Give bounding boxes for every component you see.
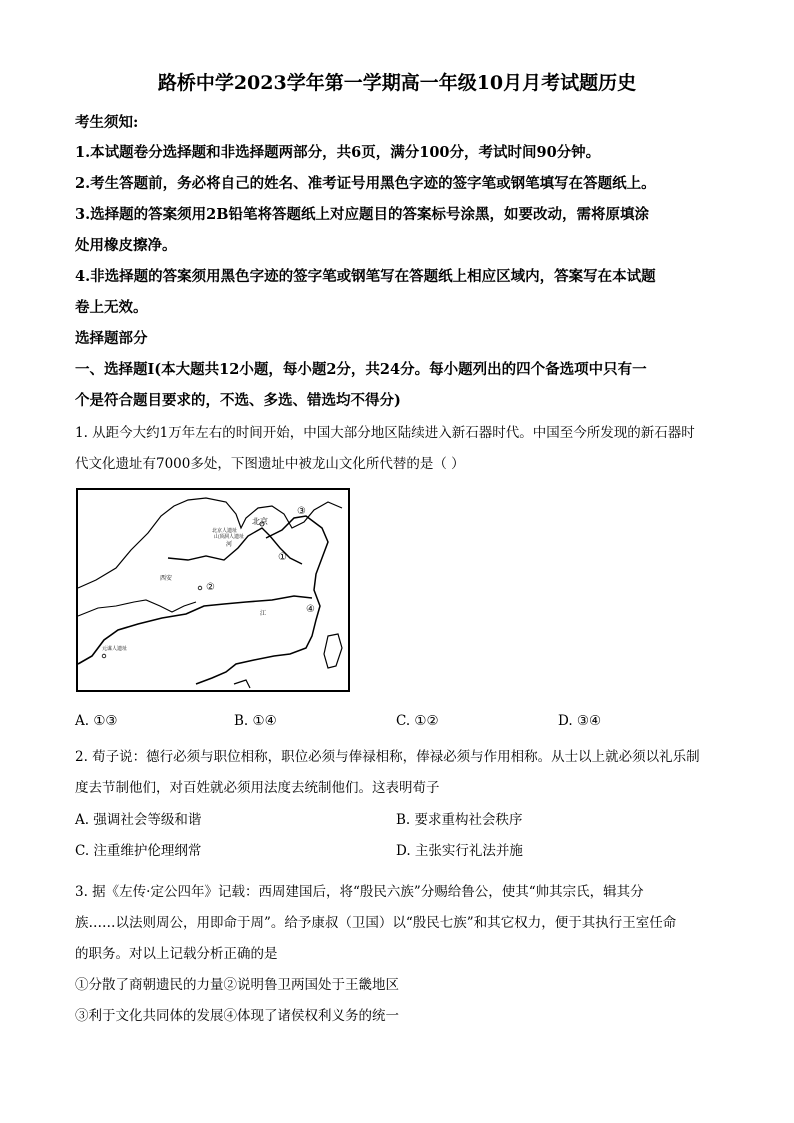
notice-item: 4.非选择题的答案须用黑色字迹的签字笔或钢笔写在答题纸上相应区域内，答案写在本试题	[75, 268, 656, 285]
notice-item: 卷上无效。	[75, 299, 148, 316]
map-marker-4: ④	[306, 604, 315, 615]
exam-title: 路桥中学2023学年第一学期高一年级10月月考试题历史	[157, 72, 637, 94]
map-marker-1: ①	[278, 552, 287, 563]
map-marker-2: ②	[206, 582, 215, 593]
question-2-text: 度去节制他们，对百姓就必须用法度去统制他们。这表明荀子	[75, 780, 440, 796]
map-figure	[76, 488, 350, 692]
question-1-option-b: B. ①④	[234, 713, 277, 729]
notice-item: 2.考生答题前，务必将自己的姓名、准考证号用黑色字迹的签字笔或钢笔填写在答题纸上。	[75, 175, 656, 192]
section-heading: 个是符合题目要求的，不选、多选、错选均不得分)	[75, 392, 401, 409]
question-3-statement: ①分散了商朝遗民的力量②说明鲁卫两国处于王畿地区	[75, 977, 399, 993]
notice-item: 3.选择题的答案须用2B铅笔将答题纸上对应题目的答案标号涂黑，如要改动，需将原填涂	[75, 206, 649, 223]
question-2-option-a: A. 强调社会等级和谐	[75, 812, 202, 828]
notice-item: 处用橡皮擦净。	[75, 237, 177, 254]
map-label-site-b: 山顶洞人遗址	[214, 534, 245, 540]
notice-item: 1.本试题卷分选择题和非选择题两部分，共6页，满分100分，考试时间90分钟。	[75, 144, 601, 161]
question-1-text: 代文化遗址有7000多处，下图遗址中被龙山文化所代替的是（ ）	[75, 456, 465, 472]
question-1-option-d: D. ③④	[558, 713, 602, 729]
map-label-xian: 西安	[160, 575, 173, 582]
map-label-river-he: 河	[226, 541, 233, 548]
section-label: 选择题部分	[75, 330, 148, 347]
map-marker-3: ③	[297, 506, 306, 517]
question-3-text: 族……以法则周公，用即命于周”。给予康叔（卫国）以“殷民七族”和其它权力，便于其执行王室任命	[75, 915, 677, 931]
question-3-text: 3. 据《左传·定公四年》记载：西周建国后，将“殷民六族”分赐给鲁公，使其“帅其宗氏，辑其分	[75, 884, 644, 900]
question-3-statement: ③利于文化共同体的发展④体现了诸侯权利义务的统一	[75, 1008, 399, 1024]
question-2-option-b: B. 要求重构社会秩序	[396, 812, 523, 828]
question-2-text: 2. 荀子说：德行必须与职位相称，职位必须与俸禄相称，俸禄必须与作用相称。从士以上就必须以礼乐制	[75, 749, 700, 765]
question-3-text: 的职务。对以上记载分析正确的是	[75, 946, 278, 962]
map-label-site-c: 元谋人遗址	[102, 646, 128, 652]
section-heading: 一、选择题Ⅰ(本大题共12小题，每小题2分，共24分。每小题列出的四个备选项中只有一	[75, 361, 647, 378]
question-1-text: 1. 从距今大约1万年左右的时间开始，中国大部分地区陆续进入新石器时代。中国至今所发现的新石器时	[75, 425, 695, 441]
map-label-river-jiang: 江	[260, 610, 267, 617]
map-label-site-a: 北京人遗址	[212, 528, 238, 534]
notice-heading: 考生须知:	[75, 114, 139, 131]
question-2-option-d: D. 主张实行礼法并施	[396, 843, 523, 859]
question-1-option-c: C. ①②	[396, 713, 439, 729]
question-1-option-a: A. ①③	[75, 713, 118, 729]
question-2-option-c: C. 注重维护伦理纲常	[75, 843, 202, 859]
map-label-beijing: 北京	[252, 517, 268, 526]
